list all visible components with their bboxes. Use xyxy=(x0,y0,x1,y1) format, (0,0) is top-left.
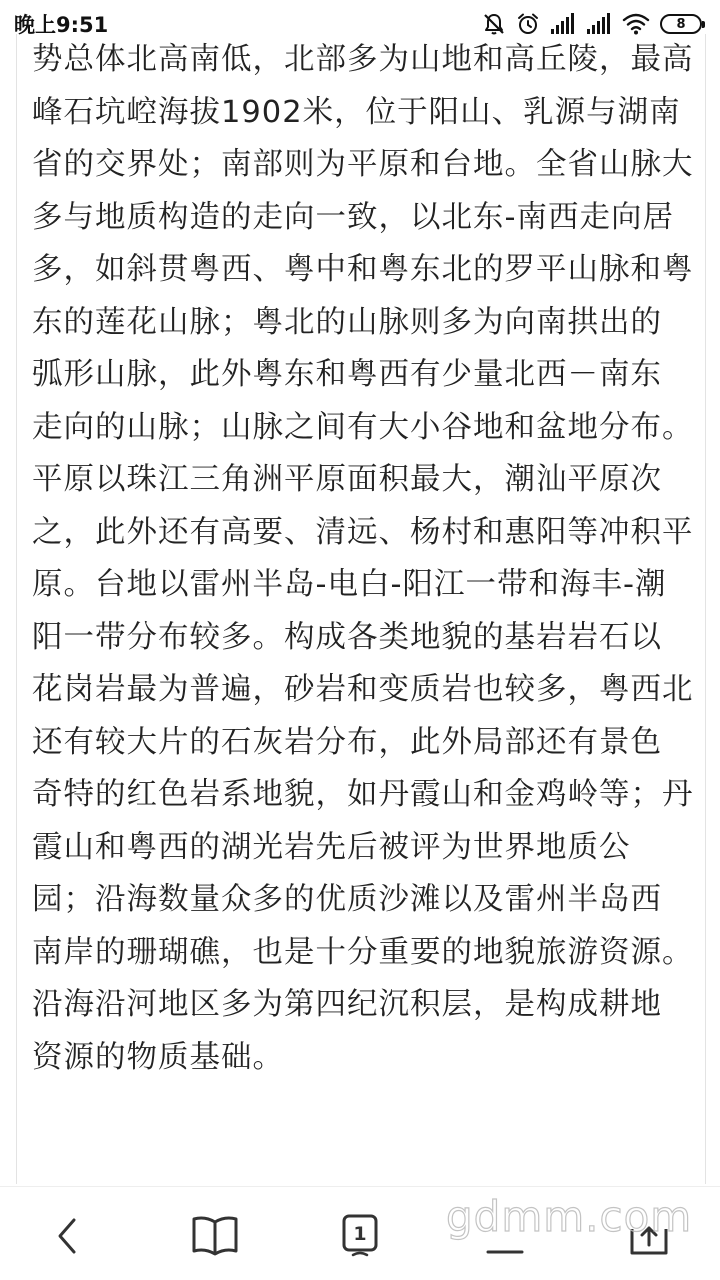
article-line: 多，如斜贯粤西、粤中和粤东北的罗平山脉和粤 xyxy=(32,252,694,287)
tab-count: 1 xyxy=(353,1223,367,1245)
article-line: 花岗岩最为普遍，砂岩和变质岩也较多，粤西北 xyxy=(32,672,694,707)
status-icons xyxy=(482,12,702,36)
article-line: 沿海沿河地区多为第四纪沉积层，是构成耕地 xyxy=(32,987,662,1022)
article-line: 之，此外还有高要、清远、杨村和惠阳等冲积平 xyxy=(32,514,694,550)
mute-notification-icon xyxy=(482,12,506,36)
wifi-icon xyxy=(622,13,650,35)
article-line: 园；沿海数量众多的优质沙滩以及雷州半岛西 xyxy=(32,882,662,917)
article-line: 原。台地以雷州半岛-电白-阳江一带和海丰-潮 xyxy=(32,567,667,602)
article-line: 峰石坑崆海拔1902米，位于阳山、乳源与湖南 xyxy=(32,94,681,130)
signal-icon xyxy=(550,13,576,35)
article-line: 东的莲花山脉；粤北的山脉则多为向南拱出的 xyxy=(32,304,662,340)
article-text xyxy=(17,34,705,1084)
menu-icon xyxy=(484,1216,526,1256)
article-line: 奇特的红色岩系地貌，如丹霞山和金鸡岭等；丹 xyxy=(32,777,694,812)
article-line: 阳一带分布较多。构成各类地貌的基岩岩石以 xyxy=(32,619,662,655)
article-line: 资源的物质基础。 xyxy=(32,1039,284,1075)
home-icon xyxy=(627,1215,671,1257)
battery-level: 8 xyxy=(676,16,686,32)
article-line: 还有较大片的石灰岩分布，此外局部还有景色 xyxy=(32,724,662,760)
bookmarks-button[interactable] xyxy=(188,1209,242,1263)
article-line: 势总体北高南低，北部多为山地和高丘陵，最高 xyxy=(32,42,694,77)
article-line: 走向的山脉；山脉之间有大小谷地和盆地分布。 xyxy=(32,409,694,445)
article-line: 南岸的珊瑚礁，也是十分重要的地貌旅游资源。 xyxy=(32,934,694,970)
signal-icon xyxy=(586,13,612,35)
article-line: 弧形山脉，此外粤东和粤西有少量北西－南东 xyxy=(32,357,662,392)
tabs-button[interactable] xyxy=(333,1209,387,1263)
bottom-toolbar xyxy=(0,1186,720,1280)
menu-button[interactable] xyxy=(478,1209,532,1263)
back-button[interactable] xyxy=(42,1209,96,1263)
article-line: 平原以珠江三角洲平原面积最大，潮汕平原次 xyxy=(32,462,662,497)
article-line: 霞山和粤西的湖光岩先后被评为世界地质公 xyxy=(32,829,631,865)
status-time: 晚上9:51 xyxy=(14,13,109,37)
back-icon xyxy=(49,1216,89,1256)
battery-icon xyxy=(660,14,702,34)
article-line: 省的交界处；南部则为平原和台地。全省山脉大 xyxy=(32,147,694,182)
bookmarks-icon xyxy=(191,1215,239,1257)
article-container[interactable] xyxy=(16,34,706,1184)
alarm-icon xyxy=(516,12,540,36)
home-button[interactable] xyxy=(622,1209,676,1263)
article-line: 多与地质构造的走向一致，以北东-南西走向居 xyxy=(32,199,675,235)
